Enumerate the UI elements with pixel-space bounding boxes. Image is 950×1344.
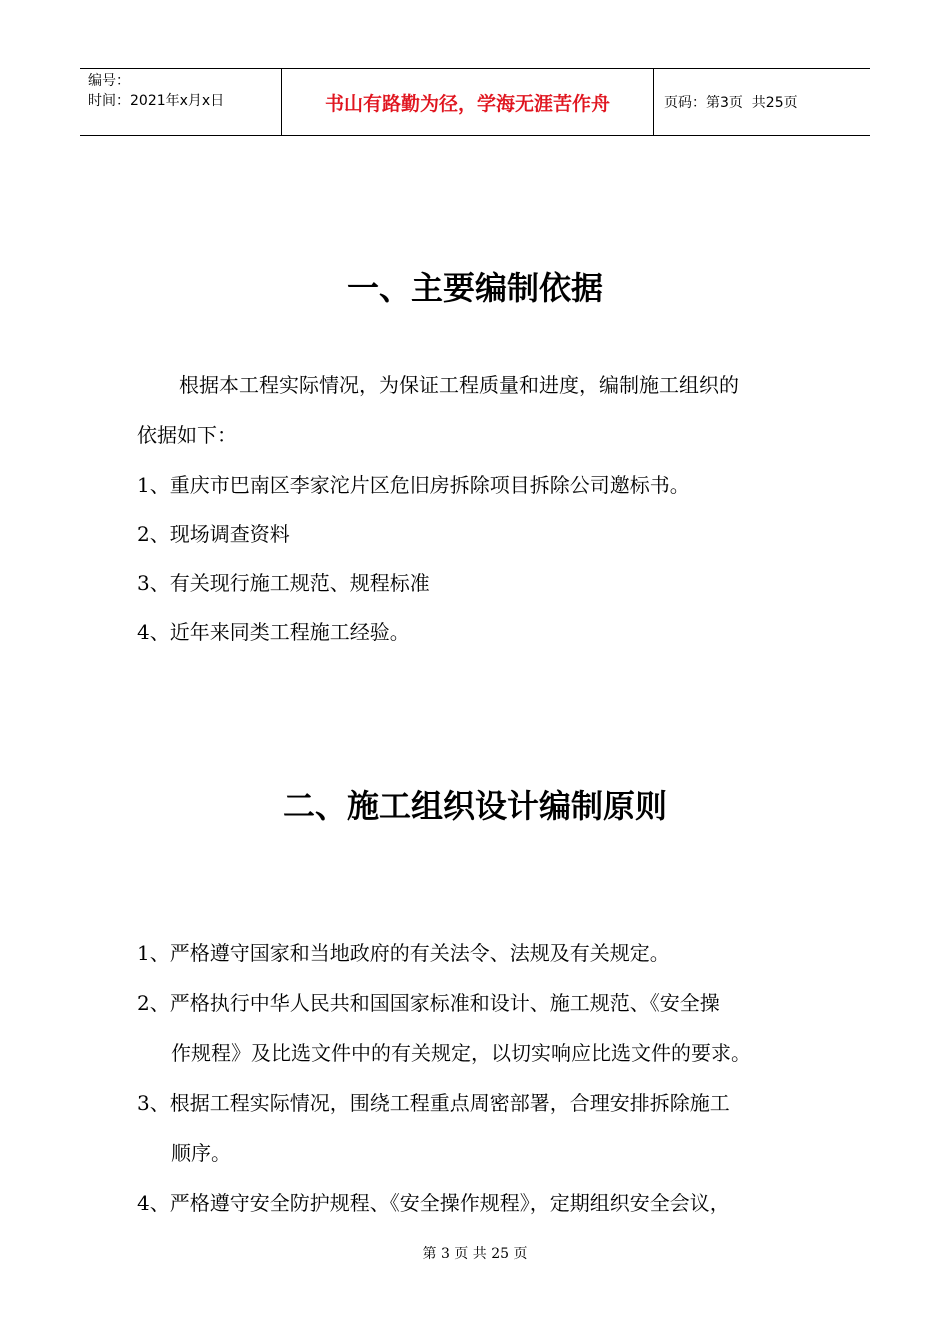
document-time: 时间：2021年x月x日 — [88, 93, 225, 109]
header-motto: 书山有路勤为径，学海无涯苦作舟 — [282, 69, 654, 135]
section1-item-4: 4、近年来同类工程施工经验。 — [137, 620, 410, 644]
section2-item-4: 4、严格遵守安全防护规程、《安全操作规程》，定期组织安全会议， — [137, 1191, 730, 1215]
document-number: 编号： — [88, 73, 130, 89]
section1-item-1: 1、重庆市巴南区李家沱片区危旧房拆除项目拆除公司邀标书。 — [137, 473, 690, 497]
page-header — [80, 68, 870, 136]
section1-intro-text: 根据本工程实际情况，为保证工程质量和进度，编制施工组织的 — [179, 373, 739, 397]
header-page-info-text: 页码：第3页 共25页 — [664, 95, 798, 111]
section1-item-3: 3、有关现行施工规范、规程标准 — [137, 571, 430, 595]
page-footer: 第 3 页 共 25 页 — [422, 1246, 528, 1262]
section2-item-3: 3、根据工程实际情况，围绕工程重点周密部署，合理安排拆除施工 — [137, 1091, 730, 1115]
section2-item-2-cont: 作规程》及比选文件中的有关规定，以切实响应比选文件的要求。 — [171, 1041, 751, 1065]
header-meta — [80, 69, 282, 135]
section2-item-3-cont: 顺序。 — [171, 1141, 231, 1165]
section2-title: 二、施工组织设计编制原则 — [282, 787, 667, 825]
section1-item-2: 2、现场调查资料 — [137, 522, 290, 546]
header-page-info — [654, 69, 870, 135]
section1-intro-line1 — [137, 360, 827, 410]
section2-item-1: 1、严格遵守国家和当地政府的有关法令、法规及有关规定。 — [137, 941, 670, 965]
section1-intro-line2: 依据如下： — [137, 423, 237, 447]
section1-title: 一、主要编制依据 — [346, 269, 603, 307]
section2-item-2: 2、严格执行中华人民共和国国家标准和设计、施工规范、《安全操 — [137, 991, 720, 1015]
